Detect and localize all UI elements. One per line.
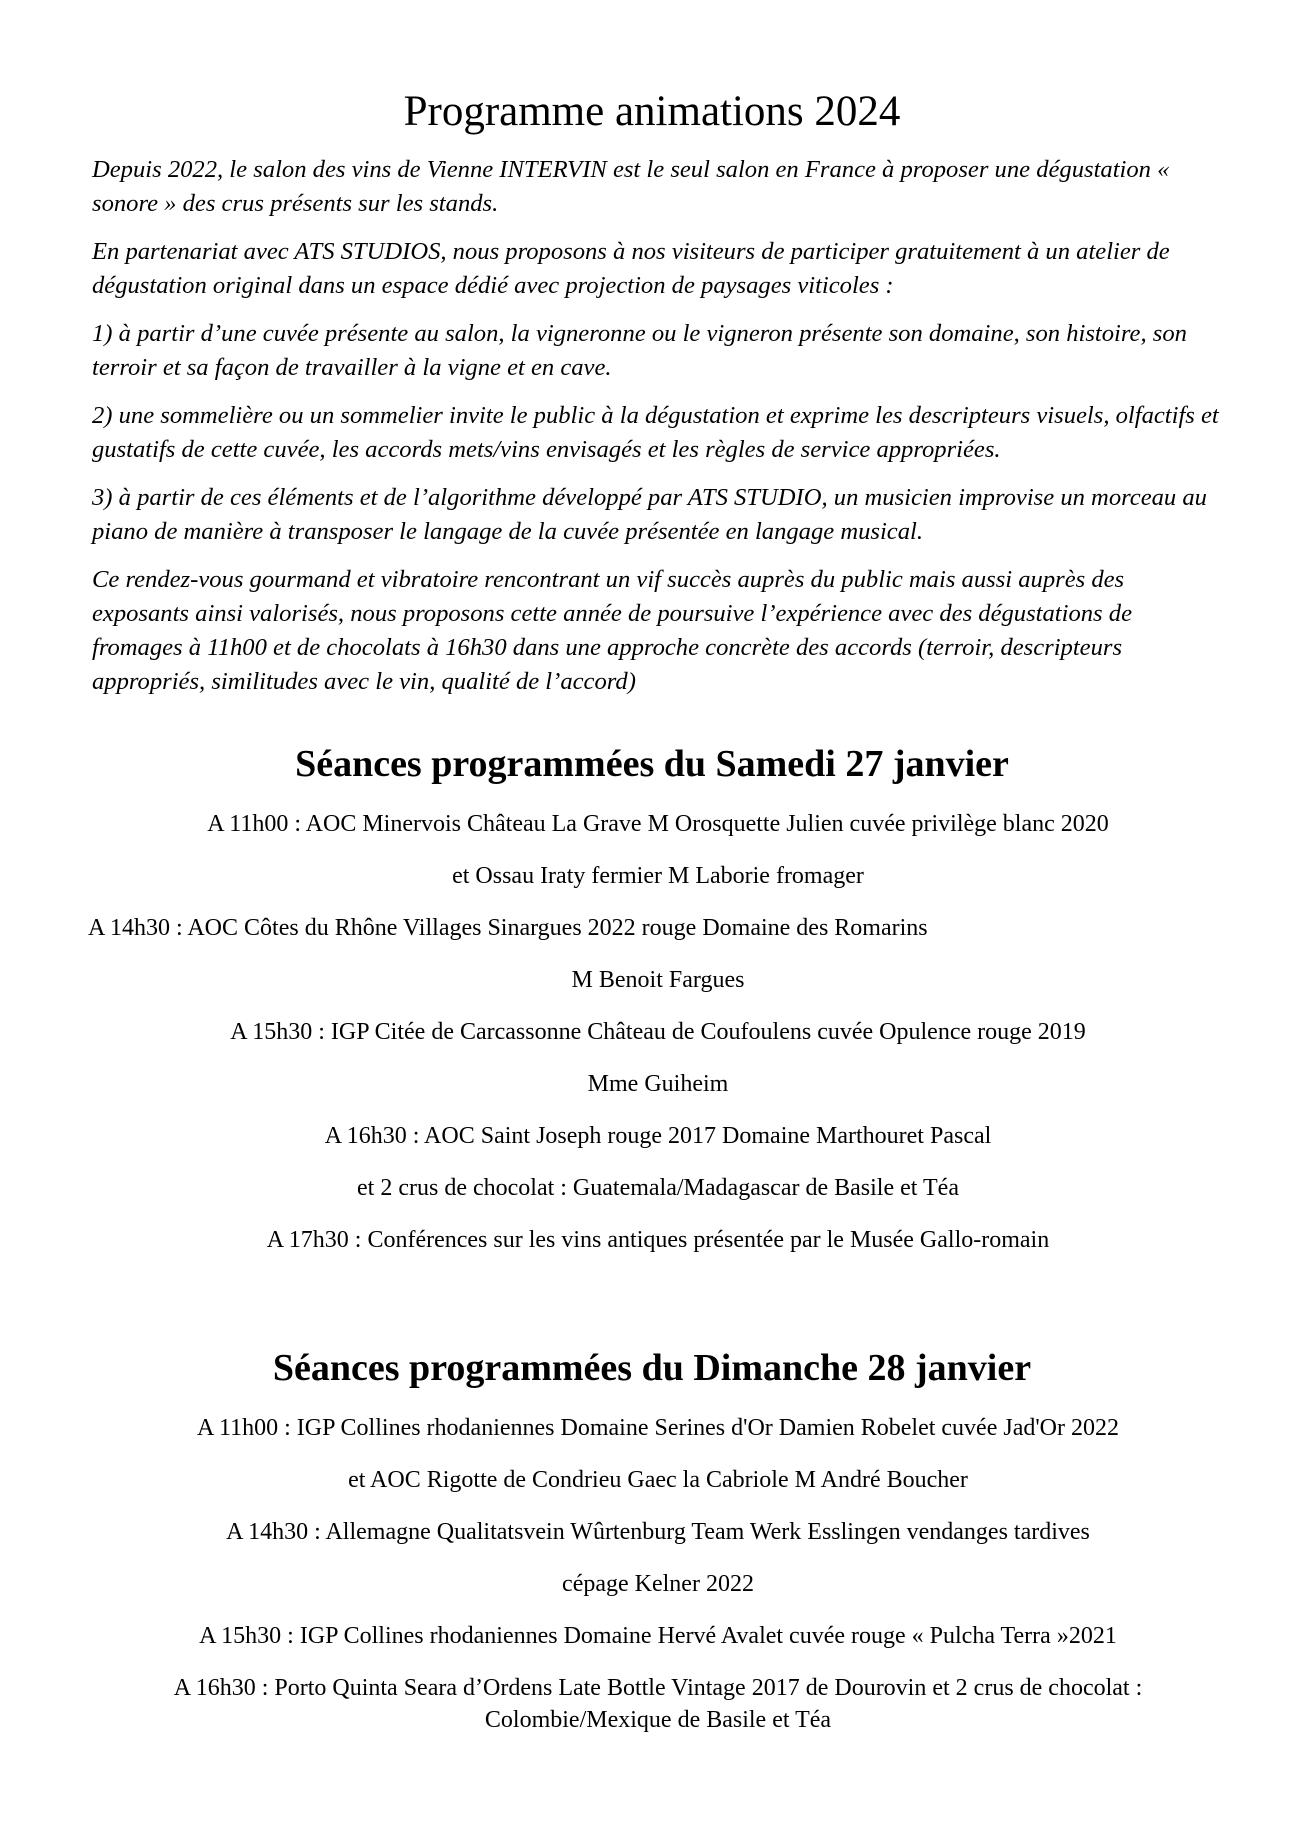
- session-line: A 11h00 : IGP Collines rhodaniennes Domaine Serines d'Or Damien Robelet cuvée Jad'Or 2022: [196, 1415, 1120, 1441]
- session-line: M Benoit Fargues: [571, 967, 745, 993]
- session-line: A 14h30 : Allemagne Qualitatsvein Wûrtenburg Team Werk Esslingen vendanges tardives: [226, 1519, 1090, 1545]
- session-line: A 14h30 : AOC Côtes du Rhône Villages Sinargues 2022 rouge Domaine des Romarins: [88, 915, 928, 941]
- session-line: A 16h30 : Porto Quinta Seara d’Ordens Late Bottle Vintage 2017 de Dourovin et 2 crus de chocolat :: [173, 1675, 1143, 1701]
- intro-paragraph: 1) à partir d’une cuvée présente au salon, la vigneronne ou le vigneron présente son domaine, son histoire, son terroir et sa façon de travailler à la vigne et en cave.: [92, 320, 1187, 381]
- session-line: cépage Kelner 2022: [562, 1571, 754, 1597]
- session-line: A 11h00 : AOC Minervois Château La Grave M Orosquette Julien cuvée privilège blanc 2020: [207, 811, 1109, 837]
- intro-paragraph: Depuis 2022, le salon des vins de Vienne INTERVIN est le seul salon en France à proposer une dégustation « sonore » des crus présents sur les stands.: [92, 156, 1170, 217]
- session-line: et 2 crus de chocolat : Guatemala/Madagascar de Basile et Téa: [357, 1175, 959, 1201]
- intro-paragraph: Ce rendez-vous gourmand et vibratoire rencontrant un vif succès auprès du public mais aussi auprès des exposants ainsi valorisés, nous proposons cette année de poursuive l’expérience avec des dégustations de fromages à 11h00 et de chocolats à 16h30 dans une approche concrète des accords (terroir, descripteurs appropriés, similitudes avec le vin, qualité de l’accord): [92, 566, 1132, 695]
- session-line: A 15h30 : IGP Citée de Carcassonne Château de Coufoulens cuvée Opulence rouge 2019: [230, 1019, 1086, 1045]
- session-line: A 16h30 : AOC Saint Joseph rouge 2017 Domaine Marthouret Pascal: [324, 1123, 992, 1149]
- intro-paragraph: 3) à partir de ces éléments et de l’algorithme développé par ATS STUDIO, un musicien improvise un morceau au piano de manière à transposer le langage de la cuvée présentée en langage musical.: [92, 484, 1207, 545]
- session-line: Mme Guiheim: [587, 1071, 729, 1097]
- session-line: et AOC Rigotte de Condrieu Gaec la Cabriole M André Boucher: [348, 1467, 968, 1493]
- page-title: Programme animations 2024: [403, 88, 901, 135]
- sunday-heading: Séances programmées du Dimanche 28 janvier: [272, 1347, 1032, 1389]
- session-line: A 17h30 : Conférences sur les vins antiques présentée par le Musée Gallo-romain: [266, 1227, 1050, 1253]
- intro-paragraph: En partenariat avec ATS STUDIOS, nous proposons à nos visiteurs de participer gratuitement à un atelier de dégustation original dans un espace dédié avec projection de paysages viticoles :: [92, 238, 1170, 299]
- session-line: A 15h30 : IGP Collines rhodaniennes Domaine Hervé Avalet cuvée rouge « Pulcha Terra »2021: [199, 1623, 1117, 1649]
- intro-section: [92, 153, 1222, 713]
- intro-paragraph: 2) une sommelière ou un sommelier invite le public à la dégustation et exprime les descripteurs visuels, olfactifs et gustatifs de cette cuvée, les accords mets/vins envisagés et les règles de service appropriées.: [92, 402, 1219, 463]
- saturday-heading: Séances programmées du Samedi 27 janvier: [295, 743, 1009, 785]
- session-line: et Ossau Iraty fermier M Laborie fromager: [452, 863, 864, 889]
- session-line: Colombie/Mexique de Basile et Téa: [484, 1707, 832, 1733]
